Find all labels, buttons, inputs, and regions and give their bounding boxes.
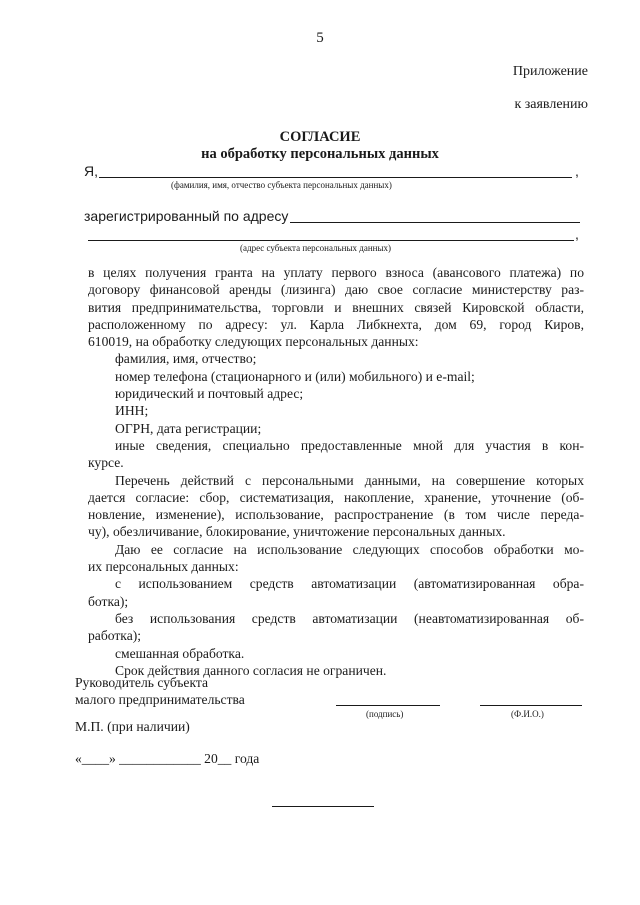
method-mixed: смешанная обработка. — [115, 645, 245, 661]
method-manual-line: без использования средств автоматизации (неавтоматизированная об- — [115, 610, 584, 626]
signature-caption: (подпись) — [366, 709, 404, 719]
subject-suffix: , — [575, 163, 579, 179]
method-auto-line: ботка); — [88, 593, 129, 609]
other-info-line: курсе. — [88, 455, 124, 471]
actions-line: новление, изменение), использование, распространение (в том числе переда- — [88, 507, 584, 523]
address-caption: (адрес субъекта персональных данных) — [240, 243, 391, 253]
document-subtitle: на обработку персональных данных — [201, 146, 439, 162]
intro-line: расположенному по адресу: ул. Карла Либкнехта, дом 69, город Киров, — [88, 316, 584, 332]
other-info-line: иные сведения, специально предоставленные мной для участия в кон- — [115, 437, 584, 453]
consent-term: Срок действия данного согласия не ограничен. — [115, 662, 387, 678]
method-manual-line: работка); — [88, 628, 142, 644]
appendix-label: Приложение — [512, 64, 588, 79]
subject-prefix: Я, — [84, 163, 98, 179]
intro-line: 610019, на обработку следующих персональных данных: — [88, 334, 419, 350]
address-field-2[interactable] — [88, 240, 574, 241]
actions-line: дается согласие: сбор, систематизация, накопление, хранение, уточнение (об- — [88, 489, 584, 505]
method-auto-line: с использованием средств автоматизации (автоматизированная обра- — [115, 576, 584, 592]
subject-name-caption: (фамилия, имя, отчество субъекта персональных данных) — [171, 180, 392, 190]
methods-intro-line: их персональных данных: — [88, 559, 239, 575]
page-number: 5 — [316, 30, 324, 46]
head-title-line2: малого предпринимательства — [75, 692, 245, 707]
intro-line: в целях получения гранта на уплату первого взноса (авансового платежа) по — [88, 265, 584, 280]
stamp-note: М.П. (при наличии) — [75, 719, 190, 734]
data-item: фамилия, имя, отчество; — [115, 351, 257, 367]
bottom-divider — [272, 806, 374, 807]
signature-field[interactable] — [336, 705, 440, 706]
data-item: ОГРН, дата регистрации; — [115, 420, 262, 436]
subject-name-field[interactable] — [99, 177, 572, 178]
full-name-caption: (Ф.И.О.) — [511, 709, 544, 719]
data-item: ИНН; — [115, 403, 149, 419]
consent-body — [88, 264, 584, 679]
methods-intro-line: Даю ее согласие на использование следующих способов обработки мо- — [115, 541, 584, 557]
address-field-1[interactable] — [290, 222, 580, 223]
intro-line: договору финансовой аренды (лизинга) даю свое согласие министерству раз- — [88, 282, 584, 298]
date-field[interactable]: «____» ____________ 20__ года — [75, 751, 260, 766]
document-title: СОГЛАСИЕ — [279, 129, 361, 145]
address-suffix: , — [575, 226, 579, 242]
intro-line: вития предпринимательства, торговли и внешних связей Кировской области, — [88, 299, 584, 315]
address-label: зарегистрированный по адресу — [84, 208, 289, 224]
actions-line: чу), обезличивание, блокирование, уничтожение персональных данных. — [88, 524, 506, 540]
full-name-field[interactable] — [480, 705, 582, 706]
actions-line: Перечень действий с персональными данными, на совершение которых — [115, 472, 584, 488]
data-item: номер телефона (стационарного и (или) мобильного) и e-mail; — [115, 368, 475, 384]
to-application-label: к заявлению — [514, 97, 588, 112]
data-item: юридический и почтовый адрес; — [115, 386, 304, 402]
head-title-line1: Руководитель субъекта — [75, 675, 209, 690]
